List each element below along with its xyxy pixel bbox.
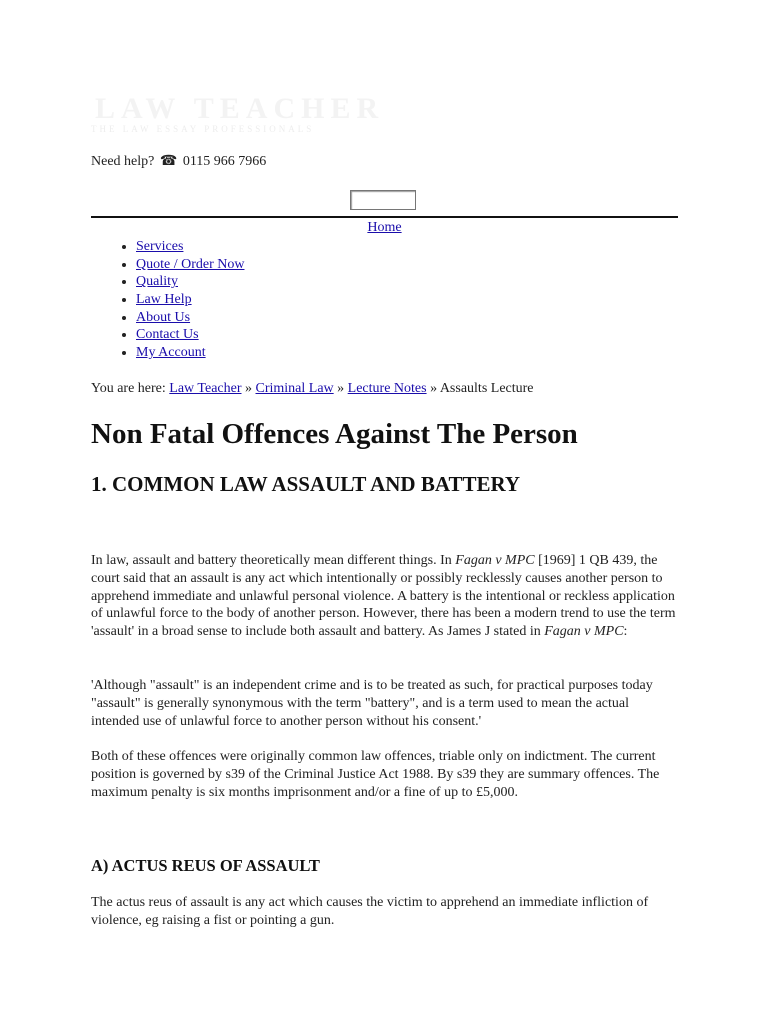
case-name-fagan: Fagan v MPC bbox=[544, 624, 624, 640]
page-title: Non Fatal Offences Against The Person bbox=[91, 418, 578, 450]
breadcrumb-link-lecture-notes[interactable]: Lecture Notes bbox=[347, 381, 427, 396]
paragraph-quote: 'Although "assault" is an independent crime and is to be treated as such, for practical purposes today "assault" is generally synonymous with the term "battery", and is a term used to mean the actual intended use of unlawful force to another person without his consent.' bbox=[91, 678, 653, 729]
header-divider bbox=[91, 216, 678, 218]
nav-link-account[interactable]: My Account bbox=[136, 345, 206, 361]
breadcrumb-separator: » bbox=[337, 381, 345, 396]
paragraph-intro-text-2: [1969] 1 QB 439, the court said that an assault is any act which intentionally or possibly recklessly causes another person to apprehend immediate and unlawful personal violence. A battery is the intentional or reckless application of unlawful force to the body of another person. However, there has been a modern trend to use the term 'assault' in a broad sense to include both assault and battery. As James J stated in bbox=[91, 553, 676, 640]
nav-item-services bbox=[136, 238, 244, 256]
main-nav bbox=[91, 238, 244, 362]
search-input[interactable] bbox=[350, 190, 416, 210]
paragraph-intro-text-3: : bbox=[623, 624, 628, 640]
nav-link-law-help[interactable]: Law Help bbox=[136, 292, 192, 308]
site-logo[interactable] bbox=[91, 92, 401, 142]
nav-link-quality[interactable]: Quality bbox=[136, 274, 178, 290]
nav-link-about[interactable]: About Us bbox=[136, 309, 191, 325]
help-label: Need help? bbox=[91, 154, 155, 169]
section-heading-actus-reus: A) ACTUS REUS OF ASSAULT bbox=[91, 856, 320, 875]
case-name-fagan: Fagan v MPC bbox=[455, 553, 535, 568]
breadcrumb bbox=[91, 381, 534, 397]
help-line bbox=[91, 153, 266, 170]
breadcrumb-link-criminal-law[interactable]: Criminal Law bbox=[255, 381, 334, 396]
paragraph-legislation: Both of these offences were originally common law offences, triable only on indictment. The current position is governed by s39 of the Criminal Justice Act 1988. By s39 they are summary offences. The maximum penalty is six months imprisonment and/or a fine of up to £5,000. bbox=[91, 749, 660, 800]
paragraph-intro-text-1: In law, assault and battery theoretically mean different things. In bbox=[91, 553, 456, 568]
paragraph-actus-reus: The actus reus of assault is any act which causes the victim to apprehend an immediate infliction of violence, eg raising a fist or pointing a gun. bbox=[91, 895, 649, 928]
breadcrumb-separator: » bbox=[430, 381, 438, 396]
breadcrumb-prefix: You are here: bbox=[91, 381, 166, 396]
logo-tagline: THE LAW ESSAY PROFESSIONALS bbox=[91, 124, 315, 134]
nav-item-account bbox=[136, 344, 244, 362]
nav-item-about bbox=[136, 309, 244, 327]
breadcrumb-current: Assaults Lecture bbox=[439, 381, 534, 396]
section-heading-assault-battery: 1. COMMON LAW ASSAULT AND BATTERY bbox=[91, 472, 521, 496]
nav-link-quote[interactable]: Quote / Order Now bbox=[136, 256, 245, 272]
nav-link-services[interactable]: Services bbox=[136, 239, 184, 254]
nav-item-quality bbox=[136, 273, 244, 291]
logo-text: LAW TEACHER bbox=[95, 92, 385, 125]
breadcrumb-link-law-teacher[interactable]: Law Teacher bbox=[169, 381, 242, 396]
nav-home-link[interactable]: Home bbox=[367, 220, 402, 235]
breadcrumb-separator: » bbox=[245, 381, 252, 396]
nav-item-law-help bbox=[136, 291, 244, 309]
paragraph-intro bbox=[91, 552, 678, 641]
home-link-wrap bbox=[91, 220, 678, 236]
help-phone-number: 0115 966 7966 bbox=[182, 154, 267, 169]
nav-link-contact[interactable]: Contact Us bbox=[136, 327, 199, 343]
nav-item-contact bbox=[136, 326, 244, 344]
nav-item-quote bbox=[136, 256, 244, 274]
phone-icon: ☎ bbox=[159, 154, 178, 169]
